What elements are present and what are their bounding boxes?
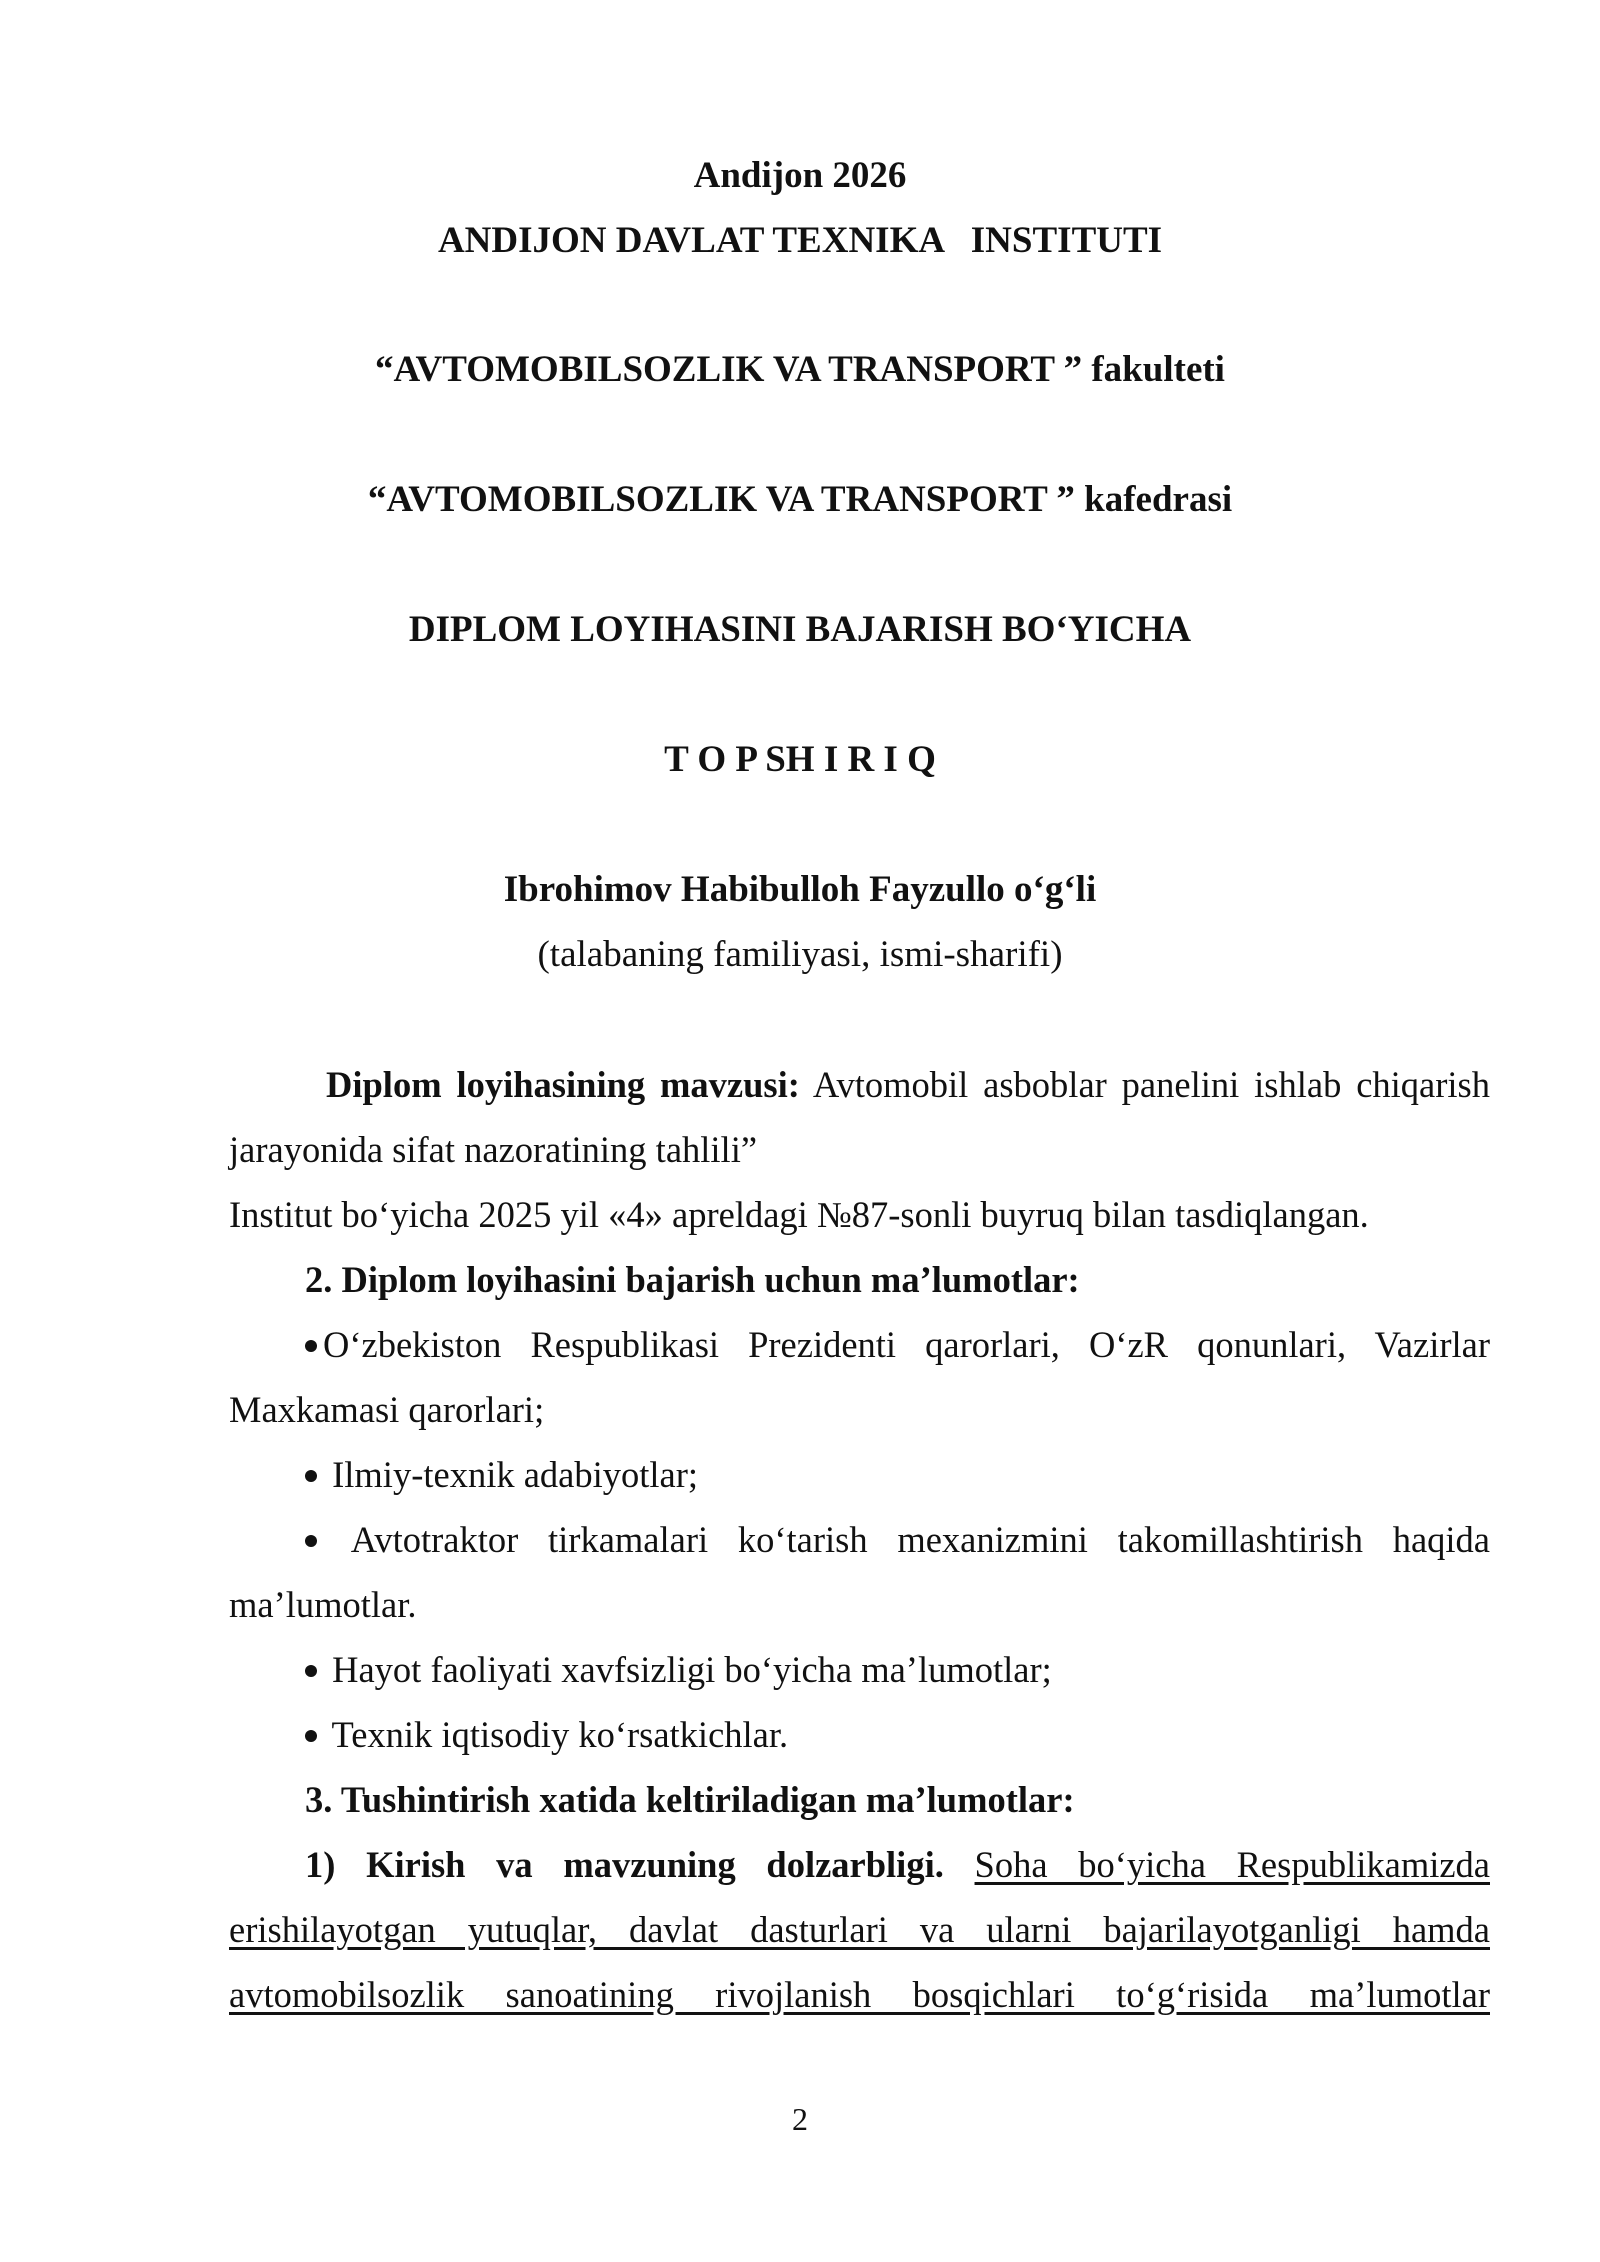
document-title: DIPLOM LOYIHASINI BAJARISH BO‘YICHA (408, 609, 1192, 650)
section3-heading: 3. Tushintirish xatida keltiriladigan ma’lumotlar: (305, 1779, 1075, 1820)
approval-line: Institut bo‘yicha 2025 yil «4» apreldagi №87-sonli buyruq bilan tasdiqlangan. (229, 1194, 1369, 1235)
list-item: O‘zbekiston Respublikasi Prezidenti qarorlari, O‘zR qonunlari, Vazirlar Maxkamasi qarorlari; (229, 1324, 1490, 1430)
institute-name: ANDIJON DAVLAT TEXNIKA INSTITUTI (437, 220, 1163, 261)
section2-heading: 2. Diplom loyihasini bajarish uchun ma’lumotlar: (305, 1259, 1080, 1300)
section3-item-1-label: 1) Kirish va mavzuning dolzarbligi. (305, 1844, 944, 1885)
section3-item-1-text: Soha bo‘yicha Respublikamizda erishilayotgan yutuqlar, davlat dasturlari va ularni bajarilayotganligi hamda avtomobilsozlik sanoatining rivojlanish bosqichlari to‘g‘risida ma’lumotlar (229, 1844, 1490, 2015)
list-item: Hayot faoliyati xavfsizligi bo‘yicha ma’lumotlar; (229, 1637, 1490, 1702)
bullet-icon (305, 1470, 317, 1482)
topic-paragraph (229, 1052, 1490, 1182)
topic-text: Avtomobil asboblar panelini ishlab chiqarish jarayonida sifat nazoratining tahlili” (229, 1064, 1490, 1170)
bullet-icon (305, 1340, 317, 1352)
list-item: Texnik iqtisodiy ko‘rsatkichlar. (229, 1702, 1490, 1767)
list-item: Avtotraktor tirkamalari ko‘tarish mexanizmini takomillashtirish haqida ma’lumotlar. (229, 1519, 1490, 1625)
faculty-name: “AVTOMOBILSOZLIK VA TRANSPORT ” fakulteti (375, 349, 1225, 390)
section3-item-1 (229, 1832, 1490, 2027)
bullet-icon (305, 1665, 317, 1677)
page-number: 2 (792, 2101, 808, 2137)
document-body (229, 1052, 1490, 2027)
list-item: Ilmiy-texnik adabiyotlar; (229, 1442, 1490, 1507)
bullet-icon (305, 1730, 317, 1742)
city-year: Andijon 2026 (693, 155, 907, 196)
bullet-icon (305, 1535, 317, 1547)
department-name: “AVTOMOBILSOZLIK VA TRANSPORT ” kafedrasi (367, 479, 1233, 520)
student-name-caption: (talabaning familiyasi, ismi-sharifi) (537, 934, 1063, 975)
student-name: Ibrohimov Habibulloh Fayzullo o‘g‘li (503, 869, 1097, 910)
document-subtitle: T O P SH I R I Q (664, 739, 936, 780)
topic-label: Diplom loyihasining mavzusi: (326, 1064, 800, 1105)
